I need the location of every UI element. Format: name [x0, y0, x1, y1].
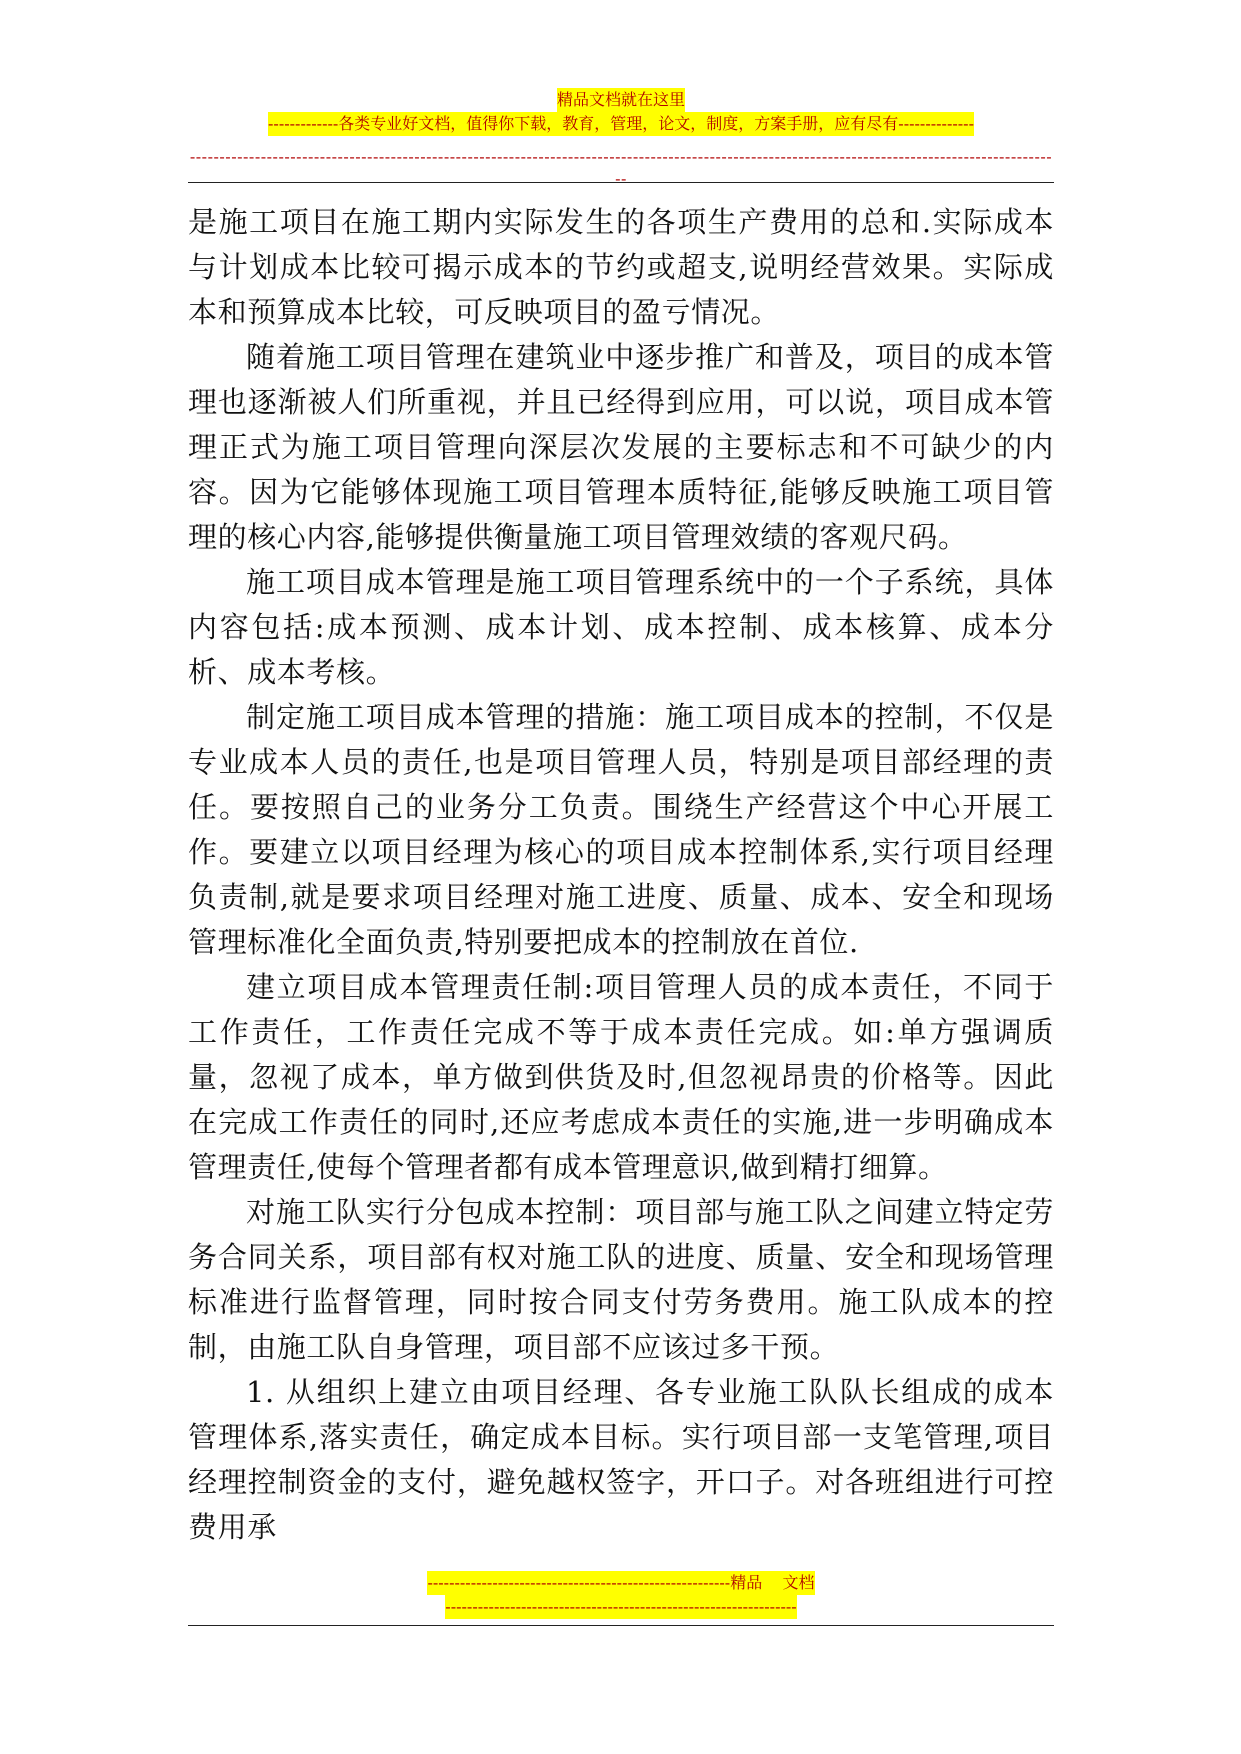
- footer-divider: [188, 1625, 1054, 1626]
- footer-line-1: --------------------------------------------------------精品 文档: [427, 1571, 814, 1595]
- paragraph-3: 施工项目成本管理是施工项目管理系统中的一个子系统，具体内容包括:成本预测、成本计划、成本控制、成本核算、成本分析、成本考核。: [188, 565, 1054, 689]
- header-title: 精品文档就在这里: [557, 88, 685, 112]
- footer-line-2: -----------------------------------------------------------------: [445, 1595, 796, 1619]
- page-header: [188, 88, 1054, 190]
- paragraph-5: 建立项目成本管理责任制:项目管理人员的成本责任，不同于工作责任，工作责任完成不等于成本责任完成。如:单方强调质量，忽视了成本，单方做到供货及时,但忽视昂贵的价格等。因此在完成工作责任的同时,还应考虑成本责任的实施,进一步明确成本管理责任,使每个管理者都有成本管理意识,做到精打细算。: [188, 970, 1054, 1184]
- header-tagline: -------------各类专业好文档，值得你下载，教育，管理，论文，制度，方案手册，应有尽有--------------: [268, 112, 974, 136]
- page-footer: [188, 1571, 1054, 1619]
- paragraph-4: 制定施工项目成本管理的措施：施工项目成本的控制，不仅是专业成本人员的责任,也是项目管理人员，特别是项目部经理的责任。要按照自己的业务分工负责。围绕生产经营这个中心开展工作。要建立以项目经理为核心的项目成本控制体系,实行项目经理负责制,就是要求项目经理对施工进度、质量、成本、安全和现场管理标准化全面负责,特别要把成本的控制放在首位.: [188, 700, 1054, 959]
- document-body: [188, 200, 1054, 1550]
- paragraph-7: 1. 从组织上建立由项目经理、各专业施工队队长组成的成本管理体系,落实责任，确定成本目标。实行项目部一支笔管理,项目经理控制资金的支付，避免越权签字，开口子。对各班组进行可控费用承: [188, 1375, 1054, 1544]
- paragraph-6: 对施工队实行分包成本控制：项目部与施工队之间建立特定劳务合同关系，项目部有权对施工队的进度、质量、安全和现场管理标准进行监督管理，同时按合同支付劳务费用。施工队成本的控制，由施工队自身管理，项目部不应该过多干预。: [188, 1195, 1054, 1364]
- paragraph-1: 是施工项目在施工期内实际发生的各项生产费用的总和.实际成本与计划成本比较可揭示成本的节约或超支,说明经营效果。实际成本和预算成本比较，可反映项目的盈亏情况。: [188, 205, 1054, 329]
- paragraph-2: 随着施工项目管理在建筑业中逐步推广和普及，项目的成本管理也逐渐被人们所重视，并且已经得到应用，可以说，项目成本管理正式为施工项目管理向深层次发展的主要标志和不可缺少的内容。因为它能够体现施工项目管理本质特征,能够反映施工项目管理的核心内容,能够提供衡量施工项目管理效绩的客观尺码。: [188, 340, 1054, 554]
- header-dash-line: ----------------------------------------------------------------------------------------------------------------------------------------------------: [189, 147, 1053, 188]
- header-divider: [188, 182, 1054, 183]
